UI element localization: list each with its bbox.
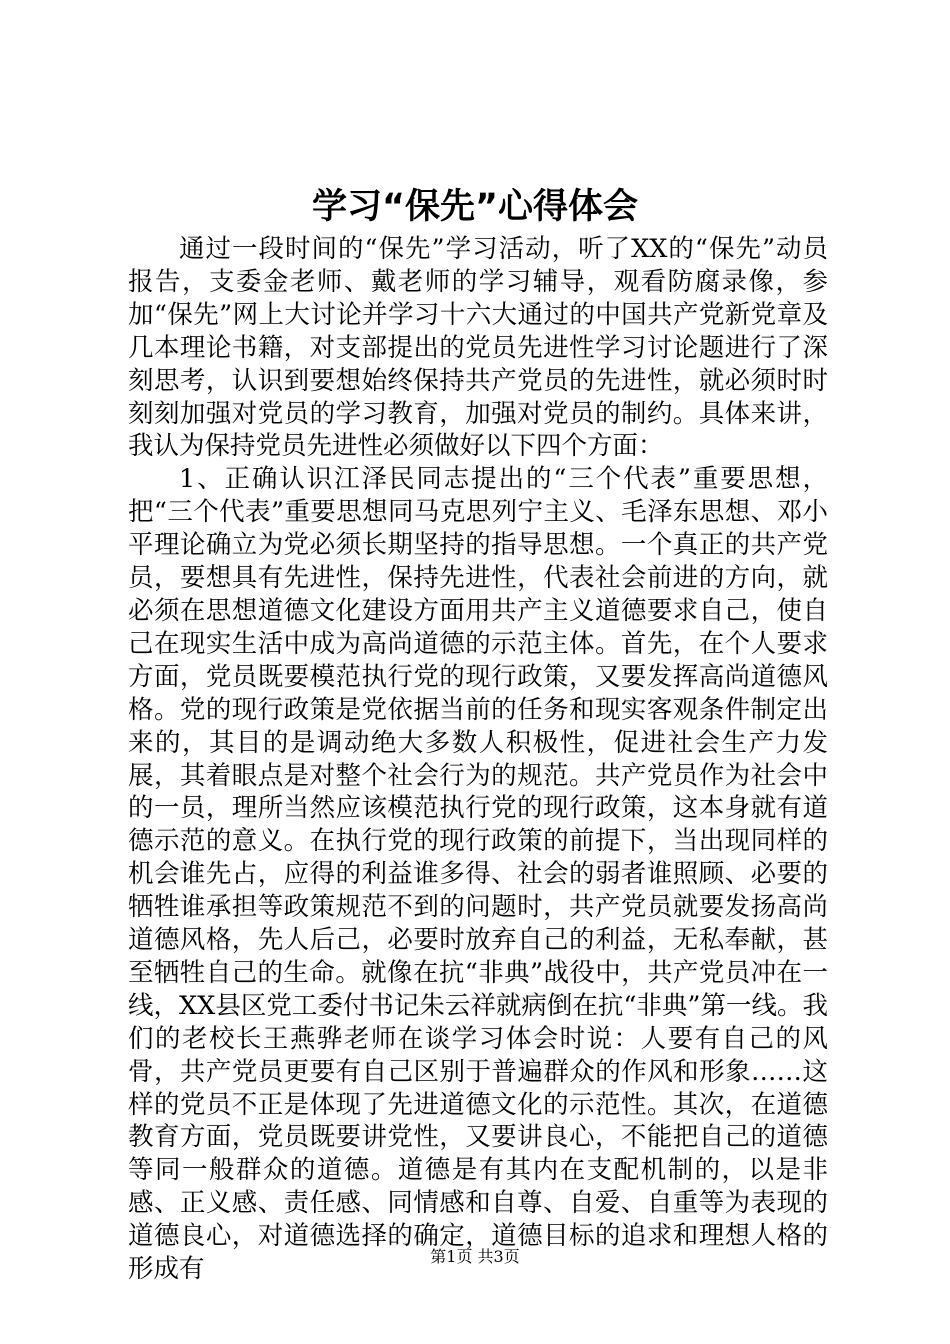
paragraph-point-1: 1、正确认识江泽民同志提出的“三个代表”重要思想，把“三个代表”重要思想同马克思列宁主义、毛泽东思想、邓小平理论确立为党必须长期坚持的指导思想。一个真正的共产党员，要想具有先进性，保持先进性，代表社会前进的方向，就必须在思想道德文化建设方面用共产主义道德要求自己，使自己在现实生活中成为高尚道德的示范主体。首先，在个人要求方面，党员既要模范执行党的现行政策，又要发挥高尚道德风格。党的现行政策是党依据当前的任务和现实客观条件制定出来的，其目的是调动绝大多数人积极性，促进社会生产力发展，其着眼点是对整个社会行为的规范。共产党员作为社会中的一员，理所当然应该模范执行党的现行政策，这本身就有道德示范的意义。在执行党的现行政策的前提下，当出现同样的机会谁先占，应得的利益谁多得、社会的弱者谁照顾、必要的牺牲谁承担等政策规范不到的问题时，共产党员就要发扬高尚道德风格，先人后己，必要时放弃自己的利益，无私奉献，甚至牺牲自己的生命。就像在抗“非典”战役中，共产党员冲在一线，XX县区党工委付书记朱云祥就病倒在抗“非典”第一线。我们的老校长王燕骅老师在谈学习体会时说：人要有自己的风骨，共产党员更要有自己区别于普遍群众的作风和形象……这样的党员不正是体现了先进道德文化的示范性。其次，在道德教育方面，党员既要讲党性，又要讲良心，不能把自己的道德等同一般群众的道德。道德是有其内在支配机制的，以是非感、正义感、责任感、同情感和自尊、自爱、自重等为表现的道德良心，对道德选择的确定，道德目标的追求和理想人格的形成有	[128, 464, 828, 1285]
page-title: 学习“保先”心得体会	[311, 187, 638, 227]
paragraph-intro: 通过一段时间的“保先”学习活动，听了XX的“保先”动员报告，支委金老师、戴老师的学习辅导，观看防腐录像，参加“保先”网上大讨论并学习十六大通过的中国共产党新党章及几本理论书籍，对支部提出的党员先进性学习讨论题进行了深刻思考，认识到要想始终保持共产党员的先进性，就必须时时刻刻加强对党员的学习教育，加强对党员的制约。具体来讲，我认为保持党员先进性必须做好以下四个方面：	[128, 234, 828, 462]
page-number: 第1页 共3页	[430, 1247, 520, 1266]
document-body	[128, 233, 828, 1286]
